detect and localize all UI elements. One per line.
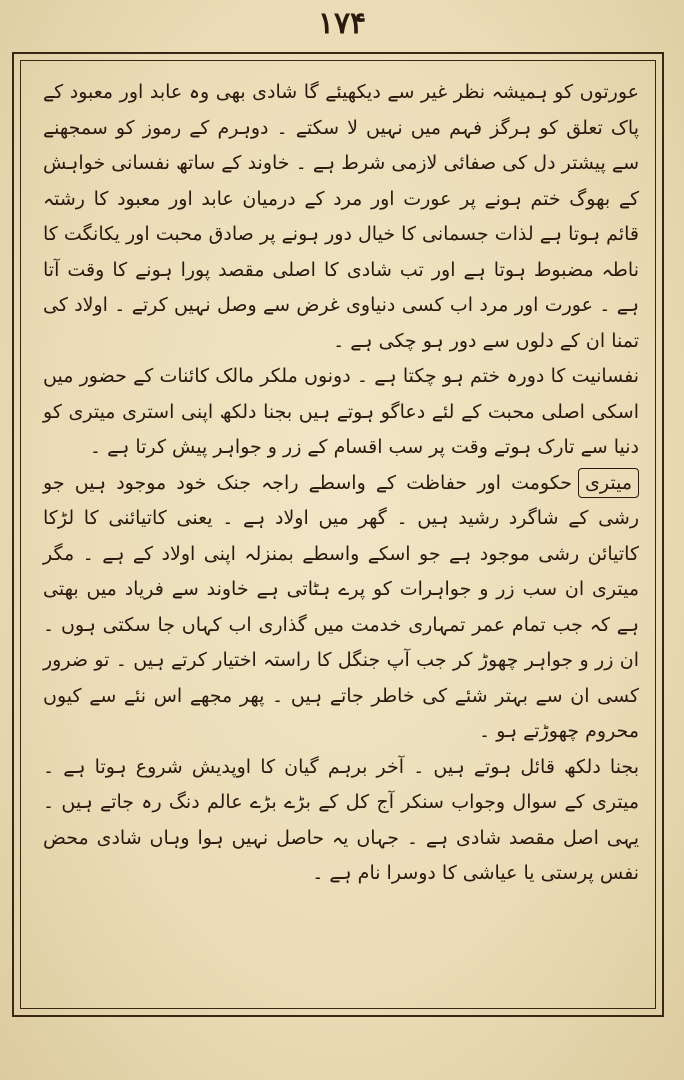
page-frame-inner [20, 60, 656, 1009]
paragraph-3-text: حکومت اور حفاظت کے واسطے راجہ جنک خود موجود ہیں جو رشی کے شاگرد رشید ہیں ۔ گھر میں اولاد ہے ۔ یعنی کاتیائنی کا لڑکا کاتیائن رشی موجود ہے جو اسکے واسطے بمنزلہ اپنی اولاد کے ہے ۔ مگر میتری ان سب زر و جواہرات کو پرے ہٹاتی ہے خاوند سے فریاد میں بھتی ہے کہ جب تمام عمر تمہاری خدمت میں گذاری اب کہاں جا سکتی ہوں ۔ ان زر و جواہر چھوڑ کر جب آپ جنگل کا راستہ اختیار کرتے ہیں ۔ تو ضرور کسی ان سے بہتر شئے کی خاطر جاتے ہیں ۔ پھر مجھے اس نئے سے کیوں محروم چھوڑتے ہو ۔ [43, 471, 639, 742]
body-text [43, 75, 639, 892]
page-frame [12, 52, 664, 1017]
side-label: میتری [578, 468, 639, 498]
paragraph-3 [43, 466, 639, 750]
paragraph-2: نفسانیت کا دورہ ختم ہو چکتا ہے ۔ دونوں ملکر مالک کائنات کے حضور میں اسکی اصلی محبت کے لئے دعاگو ہوتے ہیں بجنا دلکھ اپنی استری میتری کو دنیا سے تارک ہوتے وقت پر سب اقسام کے زر و جواہر پیش کرتا ہے ۔ [43, 365, 639, 458]
paragraph-1: عورتوں کو ہمیشہ نظر غیر سے دیکھیئے گا شادی بھی وہ عابد اور معبود کے پاک تعلق کو ہرگز فہم میں نہیں لا سکتے ۔ دوہرم کے رموز کو سمجھنے سے پیشتر دل کی صفائی لازمی شرط ہے ۔ خاوند کے ساتھ نفسانی خواہش کے بھوگ ختم ہونے پر عورت اور مرد کے درمیان عابد اور معبود کا رشتہ قائم ہوتا ہے لذات جسمانی کا خیال دور ہونے پر صادق محبت اور یکانگت کا ناطہ مضبوط ہوتا ہے اور تب شادی کا اصلی مقصد پورا ہونے کا وقت آتا ہے ۔ عورت اور مرد اب کسی دنیاوی غرض سے وصل نہیں کرتے ۔ اولاد کی تمنا ان کے دلوں سے دور ہو چکی ہے ۔ [43, 81, 639, 352]
page-number: ۱۷۴ [317, 6, 367, 41]
paragraph-4: بجنا دلکھ قائل ہوتے ہیں ۔ آخر برہم گیان کا اوپدیش شروع ہوتا ہے ۔ میتری کے سوال وجواب سنکر آج کل کے بڑے بڑے عالم دنگ رہ جاتے ہیں ۔ یہی اصل مقصد شادی ہے ۔ جہاں یہ حاصل نہیں ہوا وہاں شادی محض نفس پرستی یا عیاشی کا دوسرا نام ہے ۔ [43, 755, 639, 884]
